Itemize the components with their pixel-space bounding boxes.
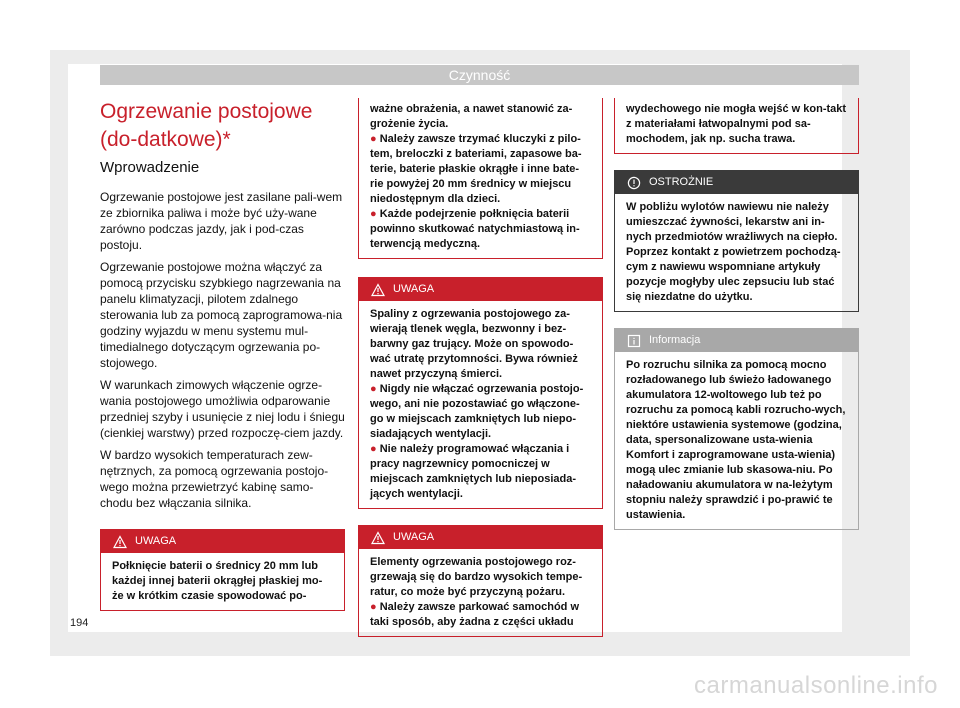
bullet-item: ● Każde podejrzenie połknięcia baterii powinno skutkować natychmiastową in-terwencją medyczną. [370,208,580,250]
bullet-icon: ● [370,383,380,395]
column-2 [358,98,603,637]
caution-text: W pobliżu wylotów nawiewu nie należy umieszczać żywności, lekarstw ani in-nych przedmiotów wrażliwych na ciepło. Poprzez kontakt z powietrzem pochodzą-cym z nawiewu wspomniane artykuły pozycje mogłyby ulec zepsuciu lub stać się niezdatne do użytku. [626,201,841,303]
column-1 [100,98,345,611]
warning-box [358,277,603,509]
bullet-item: ● Nie należy programować włączania i pracy nagrzewnicy pomocniczej w miejscach zamkniętych lub nieposiada-jących wentylacji. [370,443,577,500]
warning-continued-box [358,98,603,259]
warning-header [359,278,602,301]
info-box [614,328,859,530]
bullet-icon: ● [370,601,380,613]
bullet-item: ● Należy zawsze parkować samochód w taki sposób, aby żadna z części układu [370,601,580,628]
page-title: Ogrzewanie postojowe (do-datkowe)* [100,100,313,151]
paragraph: W bardzo wysokich temperaturach zew-nętrznych, za pomocą ogrzewania postojo-wego można przewietrzyć kabinę samo-chodu bez włączania silnika. [100,448,329,510]
paragraph: Ogrzewanie postojowe można włączyć za pomocą przycisku szybkiego nagrzewania na panelu klimatyzacji, pilotem zdalnego sterowania lub za pomocą zaprogramowa-nia godziny wyjazdu w menu systemu mul-timedialnego dotyczącym ogrzewania po-stojowego. [100,260,343,370]
paragraph: Ogrzewanie postojowe jest zasilane pali-wem ze zbiornika paliwa i może być uży-wane zarówno podczas jazdy, jak i pod-czas postoju. [100,190,343,252]
warning-text: Elementy ogrzewania postojowego roz-grzewają się do bardzo wysokich tempe-ratur, co może być przyczyną pożaru. [370,556,583,598]
page-subtitle: Wprowadzenie [100,159,200,176]
caution-label: OSTROŻNIE [649,176,714,188]
warning-text: Spaliny z ogrzewania postojowego za-wierają tlenek węgla, bezwonny i bez-barwny gaz trujący. Może on spowodo-wać utratę przytomności. Bywa również nawet przyczyną śmierci. [370,308,578,380]
warning-triangle-icon [113,535,127,549]
page-number: 194 [70,617,89,629]
warning-continued-box [614,98,859,154]
bullet-item: ● Należy zawsze trzymać kluczyki z pilo-tem, breloczki z bateriami, zapasowe ba-terie, baterie płaskie okrągłe i inne bate-rie powyżej 20 mm średnicy w miejscu niedostępnym dla dzieci. [370,133,582,205]
warning-text: ważne obrażenia, a nawet stanowić za-grożenie życia. [370,103,573,130]
warning-label: UWAGA [393,531,435,543]
bullet-icon: ● [370,133,380,145]
watermark: carmanualsonline.info [694,672,938,699]
info-header [615,329,858,352]
warning-header [359,526,602,549]
info-text: Po rozruchu silnika za pomocą mocno rozładowanego lub świeżo ładowanego akumulatora 12-woltowego lub też po rozruchu za pomocą kabli rozrucho-wych, niektóre ustawienia systemowe (godzina, data, spersonalizowane usta-wienia Komfort i zaprogramowane usta-wienia) mogą ulec zmianie lub skasowa-niu. Po naładowaniu akumulatora w na-leżytym stopniu należy sprawdzić i po-prawić te ustawienia. [626,359,846,521]
warning-text: Połknięcie baterii o średnicy 20 mm lub każdej innej baterii okrągłej płaskiej mo-że w krótkim czasie spowodować po- [112,560,323,602]
column-3 [614,98,859,530]
warning-triangle-icon [371,283,385,297]
info-label: Informacja [649,334,701,346]
caution-box [614,170,859,312]
warning-label: UWAGA [135,535,177,547]
warning-label: UWAGA [393,283,435,295]
caution-exclamation-icon [627,176,641,190]
warning-text: wydechowego nie mogła wejść w kon-takt z materiałami łatwopalnymi pod sa-mochodem, jak np. sucha trawa. [626,103,847,145]
warning-triangle-icon [371,531,385,545]
bullet-icon: ● [370,208,380,220]
warning-header [101,530,344,553]
bullet-item: ● Nigdy nie włączać ogrzewania postojo-wego, ani nie pozostawiać go włączone-go w miejscach zamkniętych lub niepo-siadających wentylacji. [370,383,584,440]
section-header: Czynność [100,65,859,85]
bullet-icon: ● [370,443,380,455]
warning-box [358,525,603,637]
paragraph: W warunkach zimowych włączenie ogrze-wania postojowego umożliwia odparowanie przedniej szyby i usunięcie z niej lodu i śniegu (cienkiej warstwy) przed rozpoczę-ciem jazdy. [100,378,345,440]
info-icon [627,334,641,348]
caution-header [615,171,858,194]
warning-box [100,529,345,611]
